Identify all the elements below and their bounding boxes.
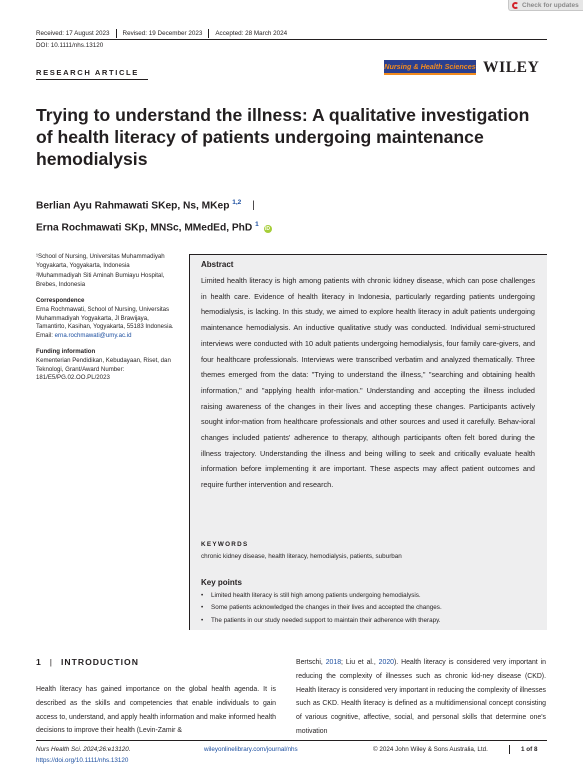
check-for-updates-button[interactable] [508,0,583,11]
page-number: 1 of 8 [521,746,538,753]
funding-text: Kementerian Pendidikan, Kebudayaan, Riset, dan Teknologi, Grant/Award Number: 181/E5/PG.02.OO.PL/2023 [36,356,171,382]
author-info-column [36,253,178,383]
keywords-text: chronic kidney disease, health literacy, hemodialysis, patients, suburban [201,553,402,560]
section-divider: | [49,657,54,667]
section-heading [36,657,139,667]
author-2[interactable]: Erna Rochmawati SKp, MNSc, MMedEd, PhD [36,222,253,234]
journal-link[interactable]: wileyonlinelibrary.com/journal/nhs [204,746,298,753]
check-for-updates-label: Check for updates [522,1,579,9]
divider [208,29,209,38]
journal-logo[interactable] [384,60,476,73]
correspondence-heading: Correspondence [36,297,85,305]
section-number: 1 [36,657,42,667]
author-1[interactable]: Berlian Ayu Rahmawati SKep, Ns, MKep [36,200,230,212]
publisher-logo[interactable]: WILEY [483,59,540,76]
journal-logo-bar [384,73,476,75]
abstract-heading: Abstract [201,260,234,269]
author-divider: | [252,200,255,212]
email-label: Email: [36,331,55,339]
affiliation-2: ²Muhammadiyah Siti Aminah Bumiayu Hospital, Brebes, Indonesia [36,272,165,288]
section-title: INTRODUCTION [61,657,139,667]
intro-text-col2 [296,656,546,739]
intro-text: Bertschi, [296,659,326,666]
footer-rule [36,740,547,741]
orcid-icon[interactable]: iD [265,225,271,232]
article-type: RESEARCH ARTICLE [36,68,139,77]
intro-text: ; Liu et al., [341,659,379,666]
abstract-text: Limited health literacy is high among patients with chronic kidney disease, which can pose challenges in health care. Evidence of health literacy in Indonesia, particularly regarding patients undergoing hemodialysis, is lacking. In this study, we aimed to explore health literacy in adult patients undergoing maintenance hemodialysis. An inductive qualitative study was conducted. Individual semi-structured interviews were conducted with 10 adult patients undergoing hemodialysis, four family care-givers, and four healthcare professionals. Interviews were transcribed verbatim and analyzed thematically. Three themes emerged from the data: "Trying to understand the illness," "searching and obtaining health information," and "applying health infor-mation." Understanding and accepting the illness included raising awareness of the changes in their lives and accepting these changes. Participants actively sought infor-mation from healthcare professionals and other sources and used it carefully. Behav-ioral changes included patients' adherence to therapy, although participants often felt bored during the illness trajectory. Understanding the illness and being willing to seek and critically evaluate health information before implementing it are important. These aspects may affect patient outcomes and require further intervention and research. [201,276,535,490]
intro-text: ). Health literacy is considered very important in reducing the complexity of illnesses such as chronic kid-ney disease (CKD). Health literacy is considered very important in reducing the complexity of illnesses such as CKD. Health literacy is defined as a multidimensional concept consisting of various cognitive, affective, social, and personal skills that determine one's motivation [296,659,546,735]
abstract-rule [190,254,547,255]
received-date: Received: 17 August 2023 [36,30,110,37]
key-point: • Limited health literacy is still high among patients undergoing hemodialysis. [201,590,535,602]
author-2-affiliation[interactable]: 1 [255,221,259,229]
reference-link[interactable]: 2018 [325,659,342,666]
email-line [36,332,178,341]
header-rule [36,39,547,40]
key-points-heading: Key points [201,578,242,587]
author-1-affiliation[interactable]: 1,2 [232,199,242,206]
copyright: © 2024 John Wiley & Sons Australia, Ltd. [373,746,488,753]
key-point: • The patients in our study needed support to maintain their adherence with therapy. [201,615,535,627]
reference-link[interactable]: 2020 [378,659,394,666]
revised-date: Revised: 19 December 2023 [122,30,203,37]
article-type-rule [36,79,148,80]
keywords-heading: KEYWORDS [201,541,249,548]
divider [116,29,117,38]
key-points-list [201,590,535,627]
email-link[interactable]: erna.rochmawati@umy.ac.id [54,331,132,339]
key-point: • Some patients acknowledged the changes in their lives and accepted the changes. [201,602,535,614]
intro-text-col1: Health literacy has gained importance on the global health agenda. It is described as the skills and competencies that enable individuals to gain access to, understand, and apply health information and make informed health decisions to improve their health (Levin-Zamir & [36,686,276,735]
article-title: Trying to understand the illness: A qualitative investigation of health literacy of patients undergoing maintenance hemodialysis [36,105,530,169]
affiliation-1: ¹School of Nursing, Universitas Muhammadiyah Yogyakarta, Yogyakarta, Indonesia [36,253,165,269]
citation: Nurs Health Sci. 2024;26:e13120. [36,746,131,753]
article-dates [36,29,287,38]
footer-divider [509,745,510,754]
author-list [36,193,272,238]
doi-link[interactable]: https://doi.org/10.1111/nhs.13120 [36,757,129,764]
journal-name: Nursing & Health Sciences [384,62,476,71]
refresh-icon [512,2,519,9]
correspondence-text: Erna Rochmawati, School of Nursing, Universitas Muhammadiyah Yogyakarta, Jl Brawijaya, Tamantirto, Kasihan, Yogyakarta, 55183 Indonesia. [36,305,174,331]
doi: DOI: 10.1111/nhs.13120 [36,42,104,49]
accepted-date: Accepted: 28 March 2024 [215,30,288,37]
funding-heading: Funding information [36,348,96,356]
